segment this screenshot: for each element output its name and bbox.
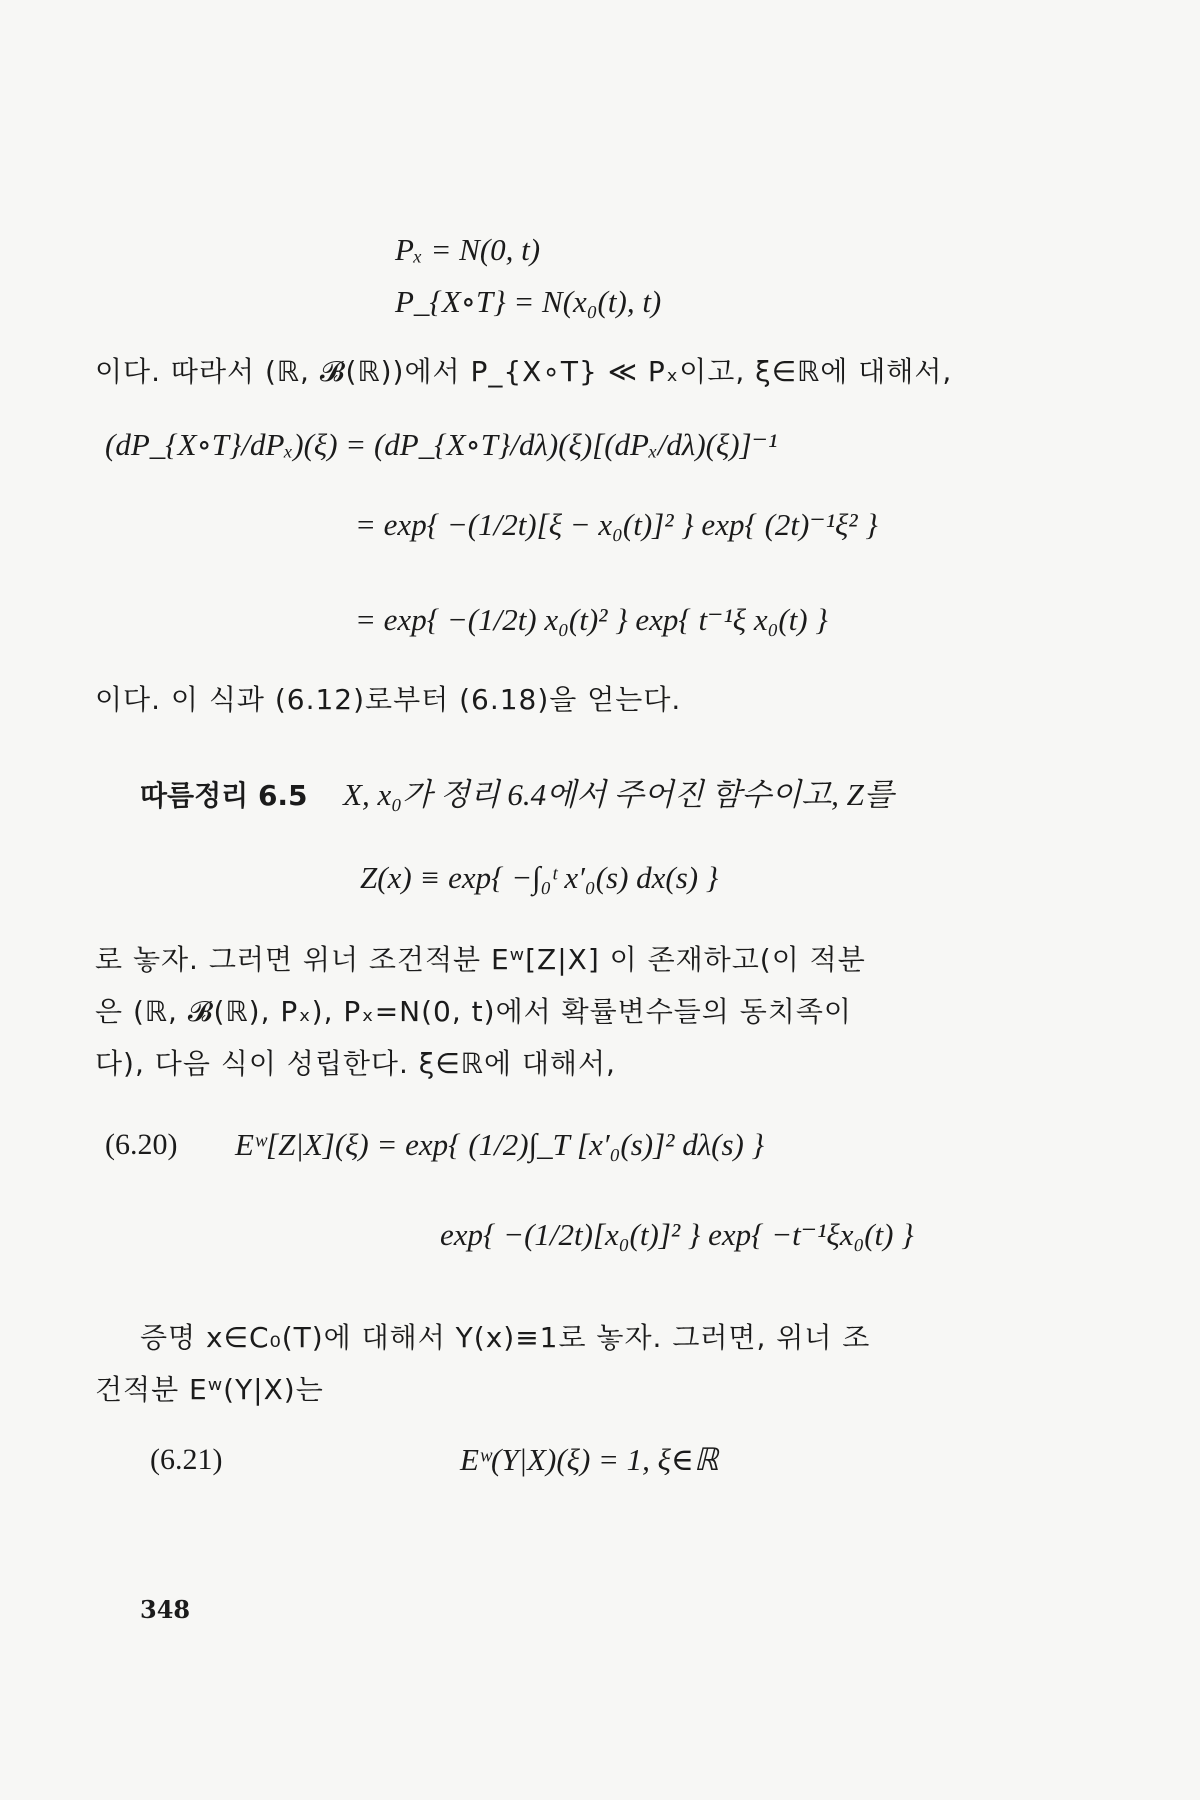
- paragraph-2: 이다. 이 식과 (6.12)로부터 (6.18)을 얻는다.: [95, 683, 682, 716]
- corollary-title: 따름정리 6.5: [140, 779, 308, 812]
- derivation-line-1: (dP_{X∘T}/dPₓ)(ξ) = (dP_{X∘T}/dλ)(ξ)[(dPₓ/dλ)(ξ)]⁻¹: [105, 427, 778, 462]
- equation-6-20-line-2: exp{ −(1/2t)[x₀(t)]² } exp{ −t⁻¹ξx₀(t) }: [440, 1217, 914, 1252]
- equation-px: Pₓ = N(0, t): [395, 232, 541, 267]
- equation-pxt: P_{X∘T} = N(x₀(t), t): [395, 284, 662, 319]
- z-definition: Z(x) ≡ exp{ −∫₀ᵗ x′₀(s) dx(s) }: [360, 860, 719, 895]
- corollary-statement: X, x₀가 정리 6.4에서 주어진 함수이고, Z를: [343, 777, 894, 812]
- corollary-text-3: 다), 다음 식이 성립한다. ξ∈ℝ에 대해서,: [95, 1047, 616, 1080]
- derivation-line-3: = exp{ −(1/2t) x₀(t)² } exp{ t⁻¹ξ x₀(t) }: [355, 602, 828, 637]
- paragraph-1: 이다. 따라서 (ℝ, 𝓑(ℝ))에서 P_{X∘T} ≪ Pₓ이고, ξ∈ℝ에 대해서,: [95, 355, 953, 388]
- corollary-text-1: 로 놓자. 그러면 위너 조건적분 Eʷ[Z|X] 이 존재하고(이 적분: [95, 943, 866, 976]
- equation-number-6-20: (6.20): [105, 1128, 178, 1161]
- page-number: 348: [140, 1595, 191, 1624]
- corollary-heading: [140, 775, 894, 816]
- proof-text-2: 건적분 Eʷ(Y|X)는: [95, 1373, 324, 1406]
- equation-6-21: Eʷ(Y|X)(ξ) = 1, ξ∈ℝ: [460, 1442, 719, 1477]
- proof-text-1: 증명 x∈C₀(T)에 대해서 Y(x)≡1로 놓자. 그러면, 위너 조: [140, 1321, 871, 1354]
- equation-6-20-line-1: Eʷ[Z|X](ξ) = exp{ (1/2)∫_T [x′₀(s)]² dλ(s) }: [235, 1127, 764, 1162]
- derivation-line-2: = exp{ −(1/2t)[ξ − x₀(t)]² } exp{ (2t)⁻¹ξ² }: [355, 507, 878, 542]
- equation-number-6-21: (6.21): [150, 1443, 223, 1476]
- corollary-text-2: 은 (ℝ, 𝓑(ℝ), Pₓ), Pₓ=N(0, t)에서 확률변수들의 동치족이: [95, 995, 852, 1028]
